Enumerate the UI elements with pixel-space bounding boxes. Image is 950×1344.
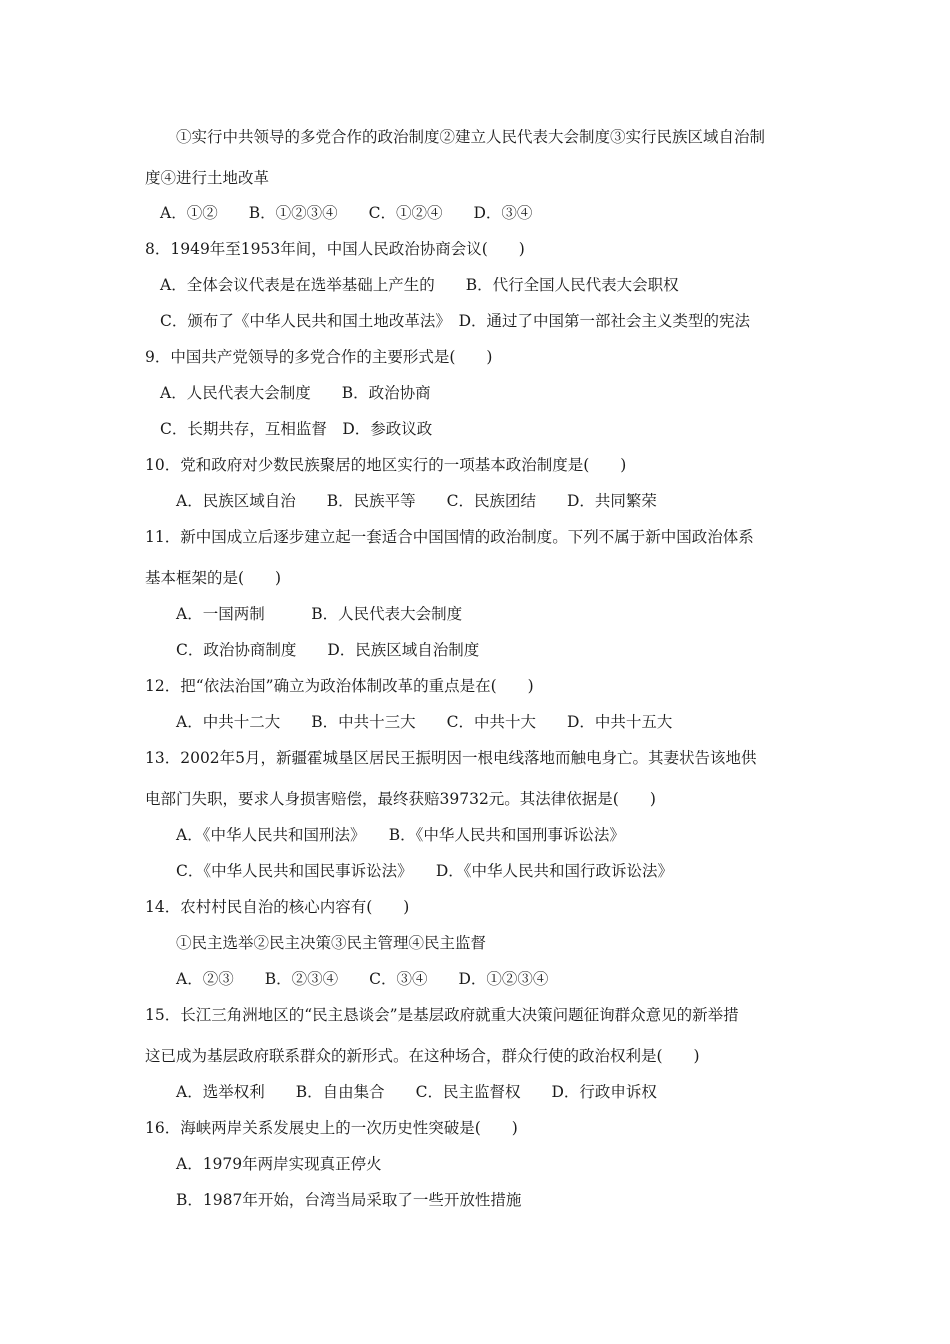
text-line: ①民主选举②民主决策③民主管理④民主监督 (176, 934, 487, 952)
question-10: 10．党和政府对少数民族聚居的地区实行的一项基本政治制度是( ) (145, 456, 627, 474)
question-12: 12．把“依法治国”确立为政治体制改革的重点是在( ) (145, 677, 534, 695)
answer-options: C．长期共存，互相监督 D．参政议政 (160, 420, 433, 438)
text-line: 这已成为基层政府联系群众的新形式。在这种场合，群众行使的政治权利是( ) (145, 1047, 700, 1065)
answer-options: A．②③ B．②③④ C．③④ D．①②③④ (176, 970, 549, 988)
text-line: ①实行中共领导的多党合作的政治制度②建立人民代表大会制度③实行民族区域自治制 (176, 128, 766, 146)
answer-options: A．《中华人民共和国刑法》 B．《中华人民共和国刑事诉讼法》 (176, 826, 625, 844)
question-11: 11．新中国成立后逐步建立起一套适合中国国情的政治制度。下列不属于新中国政治体系 (145, 528, 754, 546)
question-14: 14．农村村民自治的核心内容有( ) (145, 898, 410, 916)
text-line: 度④进行土地改革 (145, 169, 270, 187)
question-16: 16．海峡两岸关系发展史上的一次历史性突破是( ) (145, 1119, 518, 1137)
answer-options: A．民族区域自治 B．民族平等 C．民族团结 D．共同繁荣 (176, 492, 657, 510)
answer-options: A．人民代表大会制度 B．政治协商 (160, 384, 431, 402)
question-9: 9．中国共产党领导的多党合作的主要形式是( ) (145, 348, 493, 366)
answer-option: B．1987年开始，台湾当局采取了一些开放性措施 (176, 1191, 522, 1209)
text-line: 电部门失职，要求人身损害赔偿，最终获赔39732元。其法律依据是( ) (145, 790, 656, 808)
answer-options: A．全体会议代表是在选举基础上产生的 B．代行全国人民代表大会职权 (160, 276, 679, 294)
answer-options: C．政治协商制度 D．民族区域自治制度 (176, 641, 480, 659)
answer-options: A．中共十二大 B．中共十三大 C．中共十大 D．中共十五大 (176, 713, 673, 731)
answer-options: A．一国两制 B．人民代表大会制度 (176, 605, 463, 623)
question-15: 15．长江三角洲地区的“民主恳谈会”是基层政府就重大决策问题征询群众意见的新举措 (145, 1006, 739, 1024)
answer-options: A．①② B．①②③④ C．①②④ D．③④ (160, 204, 533, 222)
answer-options: C．《中华人民共和国民事诉讼法》 D．《中华人民共和国行政诉讼法》 (176, 862, 674, 880)
question-13: 13．2002年5月，新疆霍城垦区居民王振明因一根电线落地而触电身亡。其妻状告该地供 (145, 749, 757, 767)
question-8: 8．1949年至1953年间，中国人民政治协商会议( ) (145, 240, 525, 258)
answer-option: A．1979年两岸实现真正停火 (176, 1155, 382, 1173)
answer-options: A．选举权利 B．自由集合 C．民主监督权 D．行政申诉权 (176, 1083, 657, 1101)
answer-options: C．颁布了《中华人民共和国土地改革法》 D．通过了中国第一部社会主义类型的宪法 (160, 312, 751, 330)
text-line: 基本框架的是( ) (145, 569, 282, 587)
